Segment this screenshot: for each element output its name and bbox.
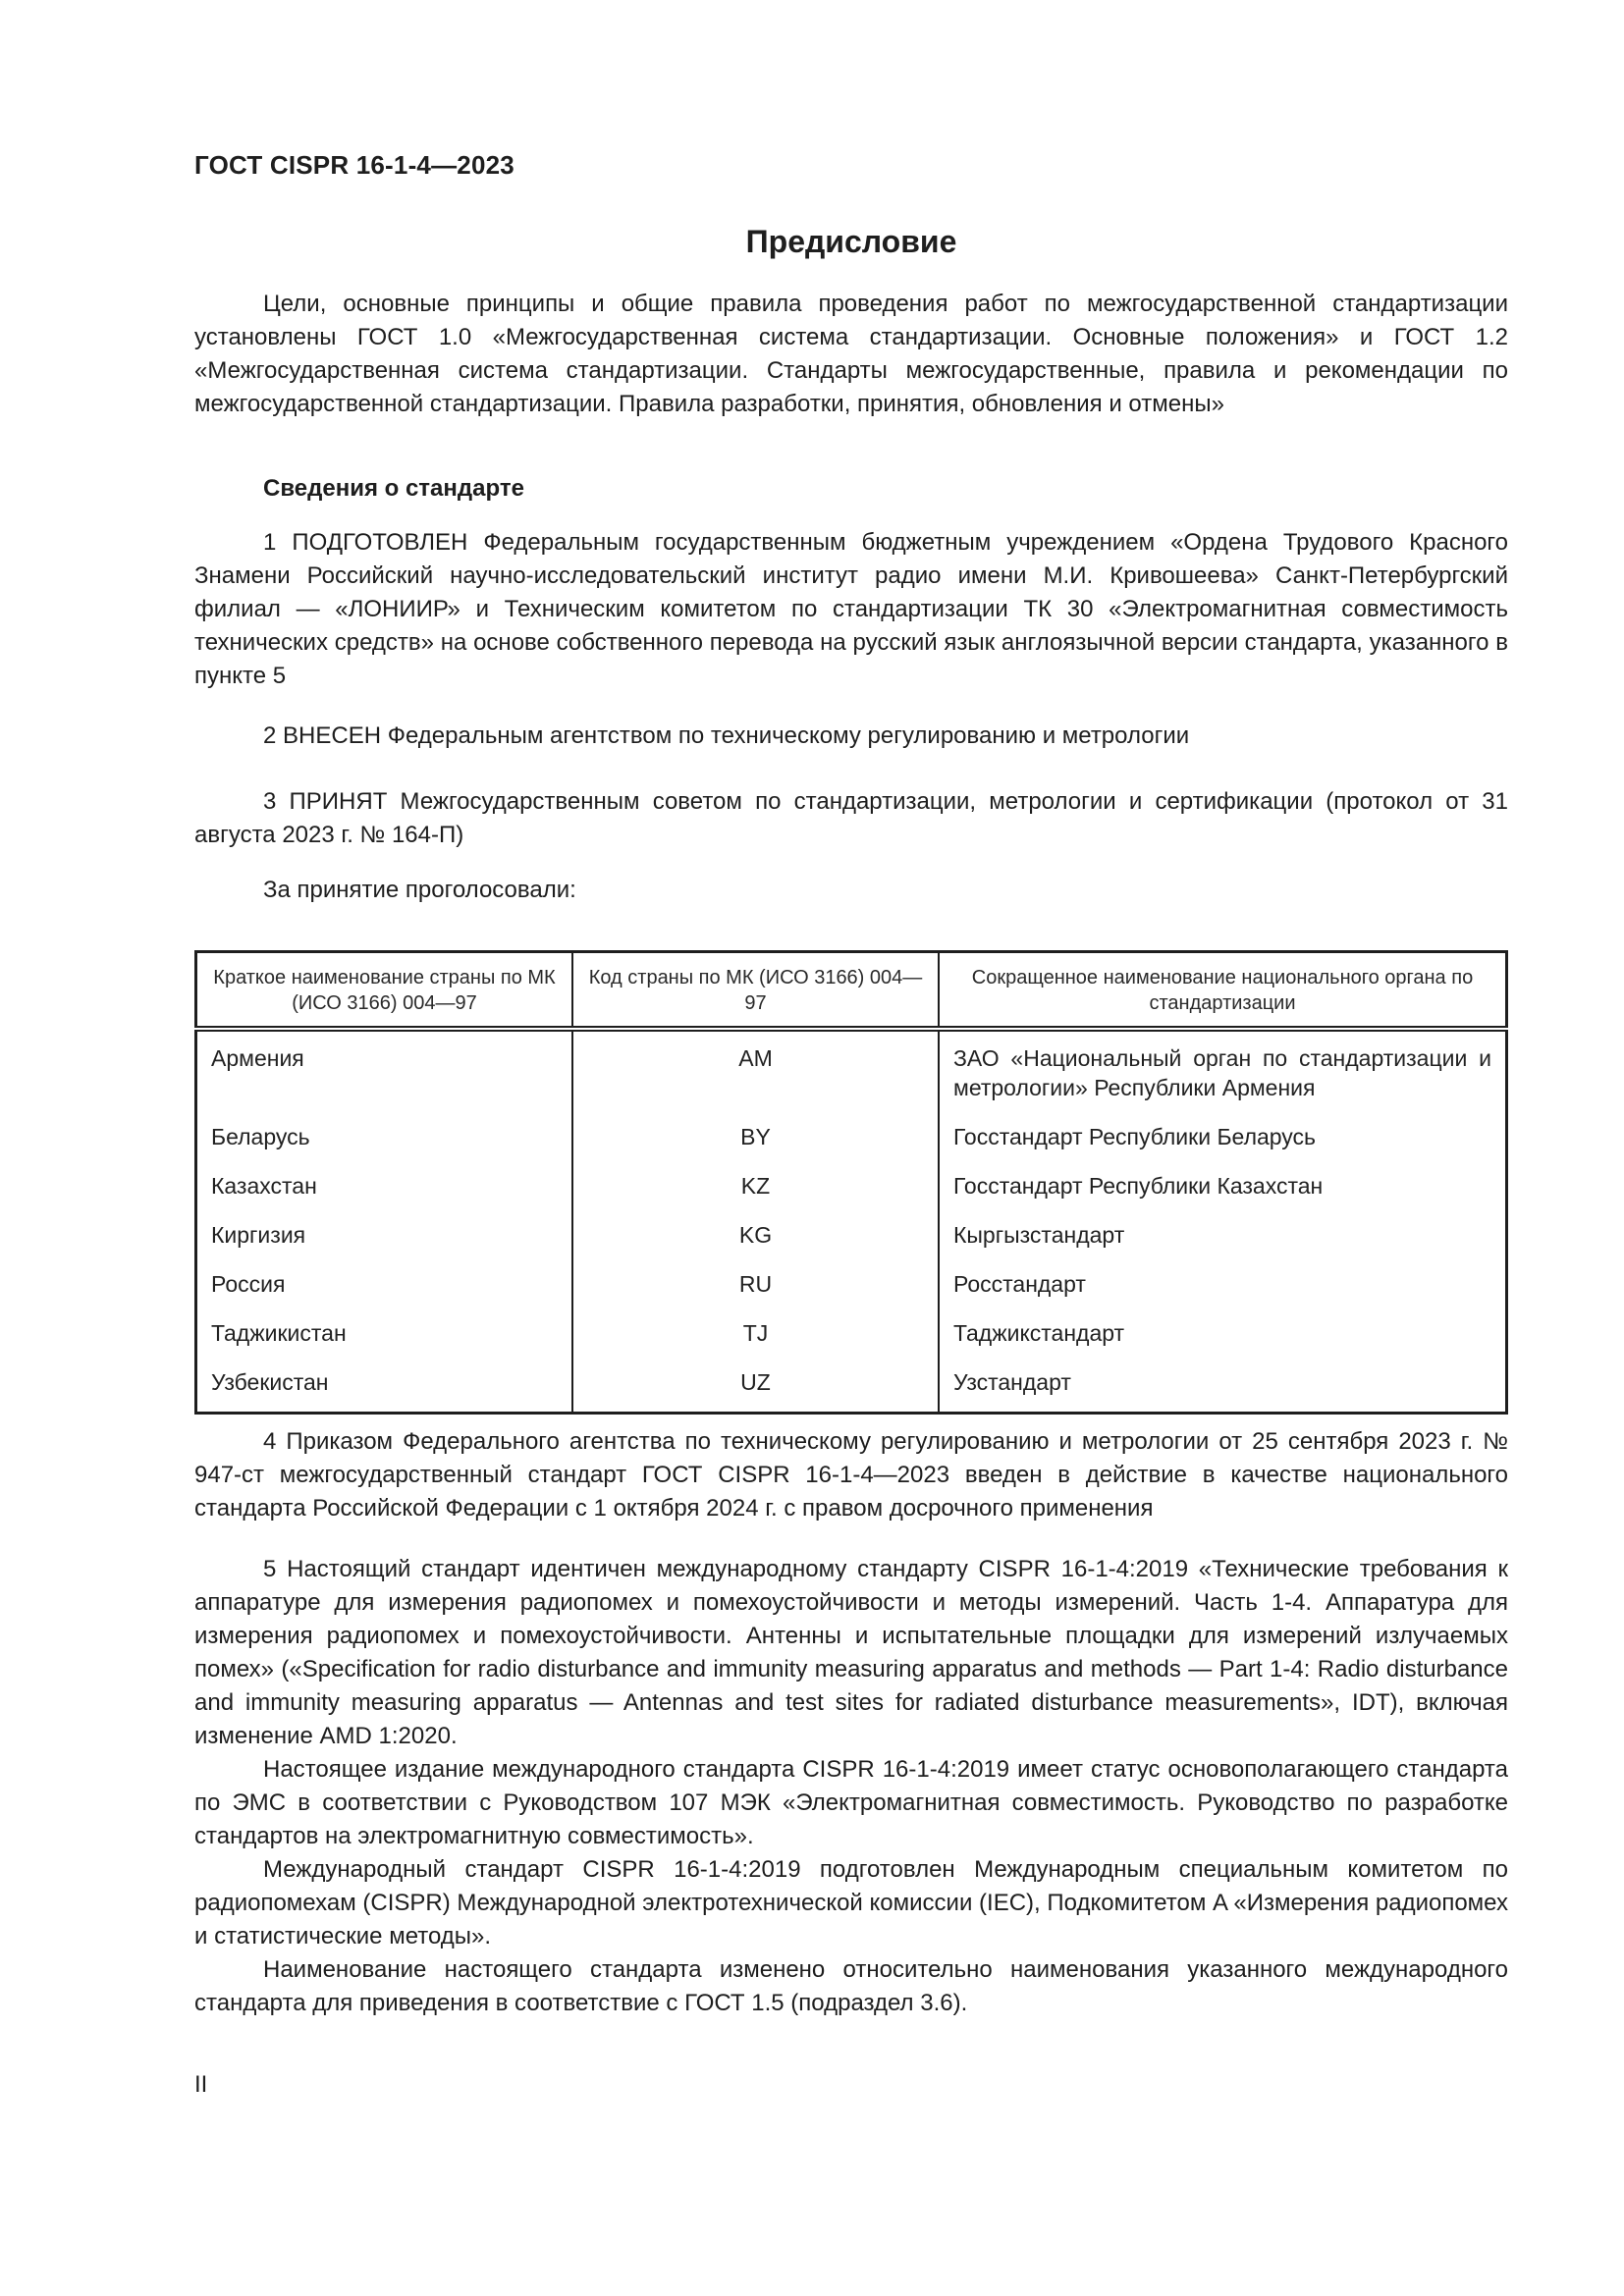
section-heading: Сведения о стандарте [263,475,524,502]
item-5-paragraph-3: Международный стандарт CISPR 16-1-4:2019 подготовлен Международным специальным комитетом по радиопомехам (CISPR) Международной электротехнической комиссии (IEC), Подкомитетом A «Измерения радиопомех и статистические методы». [194,1856,1508,1949]
voted-label-block [194,874,1508,907]
national-body: Таджикстандарт [953,1320,1125,1346]
country-code: RU [572,1264,939,1313]
item-5: 5 Настоящий стандарт идентичен международному стандарту CISPR 16-1-4:2019 «Технические требования к аппаратуре для измерения радиопомех и помехоустойчивости и методы измерений. Часть 1-4. Аппаратура для измерения радиопомех и помехоустойчивости. Антенны и испытательные площадки для измерений излучаемых помех» («Specification for radio disturbance and immunity measuring apparatus and methods — Part 1-4: Radio disturbance and immunity measuring apparatus — Antennas and test sites for radiated disturbance measurements», IDT), включая изменение AMD 1:2020. [194,1556,1508,1749]
country-code: BY [572,1117,939,1166]
page-number: II [194,2071,208,2098]
item-3: 3 ПРИНЯТ Межгосударственным советом по стандартизации, метрологии и сертификации (протокол от 31 августа 2023 г. № 164-П) [194,788,1508,848]
page-title: Предисловие [745,224,957,259]
document-code-header: ГОСТ CISPR 16-1-4—2023 [194,150,514,180]
item-5-block [194,1553,1508,2020]
country-code: AM [572,1029,939,1117]
country-code: UZ [572,1362,939,1414]
intro-paragraph: Цели, основные принципы и общие правила проведения работ по межгосударственной стандартизации установлены ГОСТ 1.0 «Межгосударственная система стандартизации. Основные положения» и ГОСТ 1.2 «Межгосударственная система стандартизации. Стандарты межгосударственные, правила и рекомендации по межгосударственной стандартизации. Правила разработки, принятия, обновления и отмены» [194,291,1508,417]
header-country-name: Краткое наименование страны по МК (ИСО 3166) 004—97 [196,952,573,1030]
intro-block [194,288,1508,421]
header-country-code: Код страны по МК (ИСО 3166) 004—97 [572,952,939,1030]
item-2: 2 ВНЕСЕН Федеральным агентством по техническому регулированию и метрологии [263,722,1190,749]
header-national-body: Сокращенное наименование национального органа по стандартизации [939,952,1507,1030]
item-1-block [194,526,1508,693]
national-body: Госстандарт Республики Казахстан [953,1173,1324,1199]
item-3-block [194,785,1508,852]
table-row [196,1117,1507,1166]
table-header-row [196,952,1507,1030]
table-row [196,1029,1507,1117]
national-body: Кыргызстандарт [953,1222,1125,1248]
national-body: Госстандарт Республики Беларусь [953,1124,1317,1149]
table-row [196,1313,1507,1362]
national-body: Росстандарт [953,1271,1086,1297]
item-4: 4 Приказом Федерального агентства по техническому регулированию и метрологии от 25 сентября 2023 г. № 947-ст межгосударственный стандарт ГОСТ CISPR 16-1-4—2023 введен в действие в качестве национального стандарта Российской Федерации с 1 октября 2024 г. с правом досрочного применения [194,1428,1508,1522]
country-code: KZ [572,1166,939,1215]
country-name: Киргизия [196,1215,573,1264]
national-body: ЗАО «Национальный орган по стандартизации и метрологии» Республики Армения [953,1045,1491,1100]
item-2-block [194,720,1508,753]
country-name: Таджикистан [196,1313,573,1362]
table-row [196,1215,1507,1264]
country-name: Беларусь [196,1117,573,1166]
item-4-block [194,1425,1508,1525]
item-1: 1 ПОДГОТОВЛЕН Федеральным государственным бюджетным учреждением «Ордена Трудового Красного Знамени Российский научно-исследовательский институт радио имени М.И. Кривошеева» Санкт-Петербургский филиал — «ЛОНИИР» и Техническим комитетом по стандартизации ТК 30 «Электромагнитная совместимость технических средств» на основе собственного перевода на русский язык англоязычной версии стандарта, указанного в пункте 5 [194,529,1508,689]
table-row [196,1362,1507,1414]
country-name: Россия [196,1264,573,1313]
voting-countries-table [194,950,1508,1415]
country-name: Узбекистан [196,1362,573,1414]
country-code: KG [572,1215,939,1264]
country-code: TJ [572,1313,939,1362]
table-row [196,1166,1507,1215]
table-row [196,1264,1507,1313]
item-5-paragraph-2: Настоящее издание международного стандарта CISPR 16-1-4:2019 имеет статус основополагающего стандарта по ЭМС в соответствии с Руководством 107 МЭК «Электромагнитная совместимость. Руководство по разработке стандартов на электромагнитную совместимость». [194,1756,1508,1849]
item-5-paragraph-4: Наименование настоящего стандарта изменено относительно наименования указанного международного стандарта для приведения в соответствие с ГОСТ 1.5 (подраздел 3.6). [194,1956,1508,2016]
country-name: Армения [196,1029,573,1117]
voted-label: За принятие проголосовали: [263,877,576,903]
national-body: Узстандарт [953,1369,1071,1395]
country-name: Казахстан [196,1166,573,1215]
